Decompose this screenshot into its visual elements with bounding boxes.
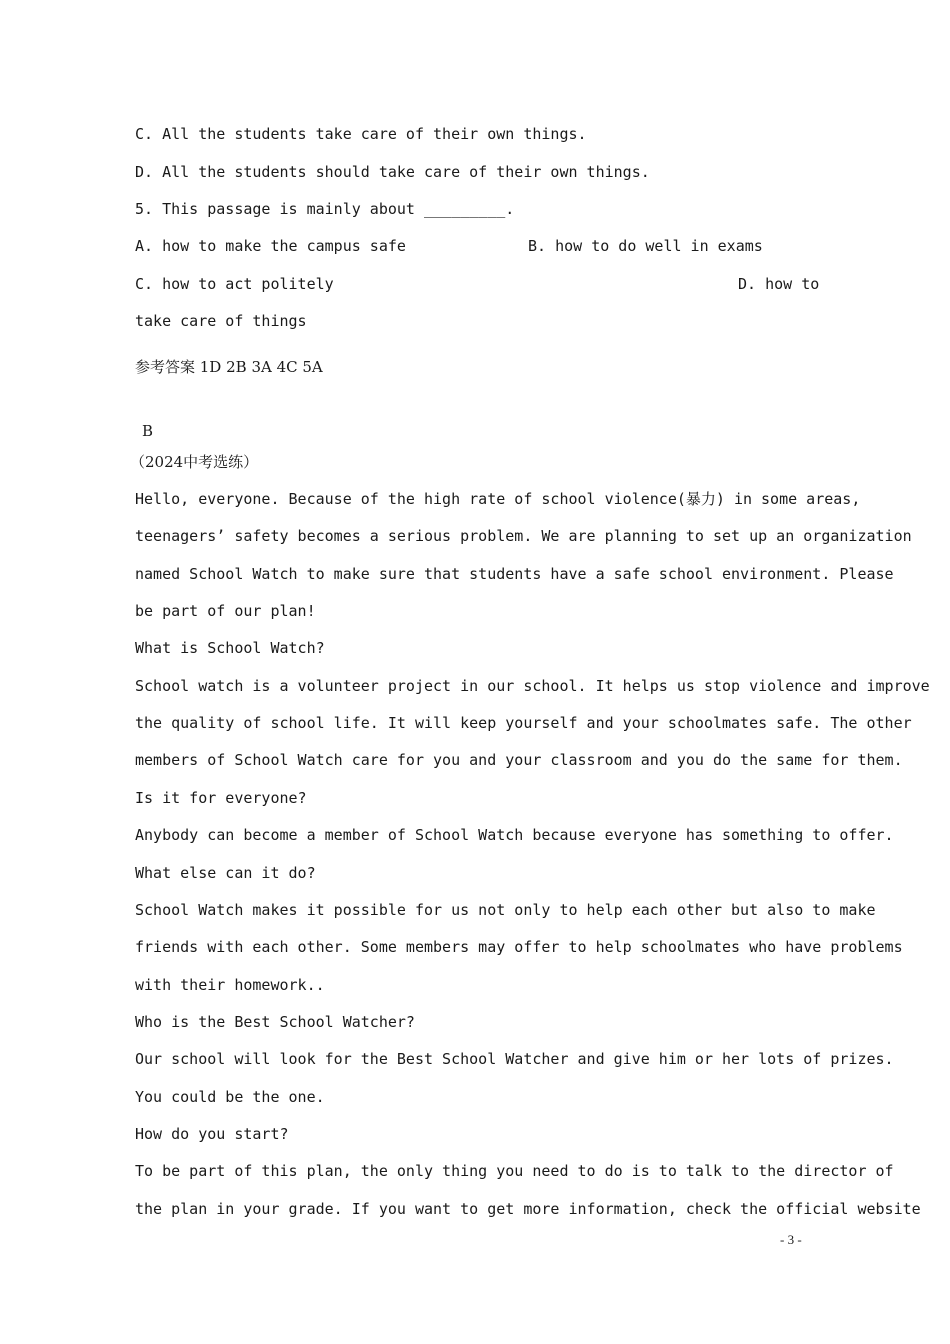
passage-line: School Watch makes it possible for us not only to help each other but also to make: [135, 901, 876, 919]
passage-line: be part of our plan!: [135, 602, 316, 620]
passage-line: Anybody can become a member of School Watch because everyone has something to offer.: [135, 826, 894, 844]
passage-line: Hello, everyone. Because of the high rate of school violence(暴力) in some areas,: [135, 490, 861, 508]
section-source: （2024中考选练）: [130, 453, 259, 471]
passage-line: Is it for everyone?: [135, 789, 307, 807]
passage-line: To be part of this plan, the only thing you need to do is to talk to the director of: [135, 1162, 894, 1180]
page-number: - 3 -: [780, 1232, 802, 1247]
passage-line: You could be the one.: [135, 1088, 325, 1106]
passage-line: What is School Watch?: [135, 639, 325, 657]
passage-line: named School Watch to make sure that students have a safe school environment. Please: [135, 565, 894, 583]
passage-line: Our school will look for the Best School Watcher and give him or her lots of prizes.: [135, 1050, 894, 1068]
passage-line: teenagers’ safety becomes a serious problem. We are planning to set up an organization: [135, 527, 912, 545]
passage-line: friends with each other. Some members may offer to help schoolmates who have problems: [135, 938, 903, 956]
passage-line: What else can it do?: [135, 864, 316, 882]
q5-option-b: B. how to do well in exams: [528, 237, 763, 255]
passage-line: the quality of school life. It will keep yourself and your schoolmates safe. The other: [135, 714, 912, 732]
q4-option-d: D. All the students should take care of their own things.: [135, 163, 650, 181]
answer-key: 参考答案 1D 2B 3A 4C 5A: [135, 358, 323, 376]
passage-line: members of School Watch care for you and your classroom and you do the same for them.: [135, 751, 903, 769]
q5-option-c: C. how to act politely: [135, 275, 334, 293]
passage-line: the plan in your grade. If you want to get more information, check the official website: [135, 1200, 921, 1218]
q4-option-c: C. All the students take care of their own things.: [135, 125, 587, 143]
passage-line: with their homework..: [135, 976, 325, 994]
section-letter: B: [142, 422, 154, 440]
q5-stem: 5. This passage is mainly about _________.: [135, 200, 515, 218]
passage-line: School watch is a volunteer project in our school. It helps us stop violence and improve: [135, 677, 930, 695]
passage-line: How do you start?: [135, 1125, 289, 1143]
passage-line: Who is the Best School Watcher?: [135, 1013, 415, 1031]
q5-option-a: A. how to make the campus safe: [135, 237, 406, 255]
q5-option-d-continued: take care of things: [135, 312, 307, 330]
q5-option-d-start: D. how to: [738, 275, 820, 293]
